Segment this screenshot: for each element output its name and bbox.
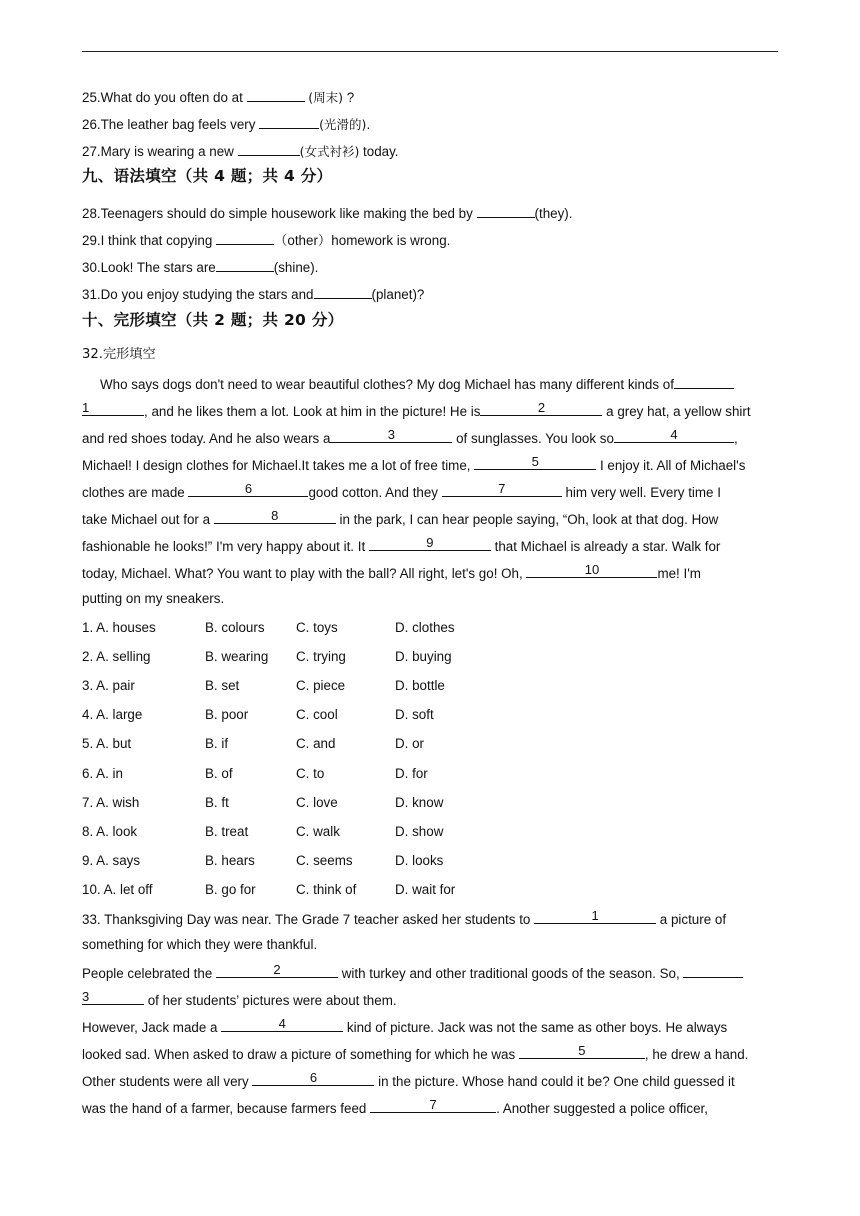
option-a[interactable]: 5. A. but	[82, 736, 132, 752]
option-a[interactable]: 10. A. let off	[82, 881, 153, 897]
cloze-blank-7[interactable]: 7	[442, 482, 562, 497]
option-row	[82, 823, 782, 841]
option-d[interactable]: D. or	[395, 736, 425, 752]
option-b[interactable]: B. wearing	[205, 649, 269, 665]
option-row	[82, 765, 782, 783]
answer-blank[interactable]	[314, 284, 372, 299]
question-28: 28.Teenagers should do simple housework like making the bed by (they).	[82, 203, 572, 223]
cloze-blank-4[interactable]: 4	[614, 428, 734, 443]
question-32-label: 32.完形填空	[82, 347, 156, 362]
option-b[interactable]: B. treat	[205, 823, 249, 839]
passage-line: Who says dogs don't need to wear beautiful clothes? My dog Michael has many different kinds of	[100, 374, 734, 394]
cloze-blank-3[interactable]: 3	[330, 428, 452, 443]
answer-blank[interactable]	[216, 257, 274, 272]
section-heading-cloze: 十、完形填空（共 2 题；共 20 分）	[82, 311, 344, 329]
option-d[interactable]: D. show	[395, 823, 444, 839]
cloze-blank-3[interactable]	[683, 963, 743, 978]
option-d[interactable]: D. clothes	[395, 620, 455, 635]
option-d[interactable]: D. soft	[395, 707, 434, 723]
cloze-blank-10[interactable]: 10	[526, 563, 657, 578]
option-d[interactable]: D. buying	[395, 649, 452, 665]
cloze-blank-5[interactable]: 5	[519, 1044, 645, 1059]
option-a[interactable]: 9. A. says	[82, 852, 141, 868]
option-row	[82, 706, 782, 724]
passage-line: Other students were all very 6 in the picture. Whose hand could it be? One child guessed it	[82, 1070, 735, 1089]
cloze-blank-5[interactable]: 5	[474, 455, 596, 470]
option-b[interactable]: B. ft	[205, 794, 229, 810]
passage-line: take Michael out for a 8 in the park, I can hear people saying, “Oh, look at that dog. How	[82, 508, 719, 527]
option-c[interactable]: C. love	[296, 794, 338, 810]
passage-line: 1 , and he likes them a lot. Look at him in the picture! He is 2 a grey hat, a yellow shirt	[82, 400, 751, 419]
option-a[interactable]: 1. A. houses	[82, 620, 156, 635]
question-25: 25.What do you often do at (周末) ?	[82, 87, 354, 107]
option-c[interactable]: C. trying	[296, 649, 346, 665]
option-c[interactable]: C. walk	[296, 823, 340, 839]
option-c[interactable]: C. cool	[296, 707, 338, 723]
passage-line: fashionable he looks!” I'm very happy about it. It 9 that Michael is already a star. Walk for	[82, 535, 721, 554]
option-a[interactable]: 7. A. wish	[82, 794, 140, 810]
cloze-blank-9[interactable]: 9	[369, 536, 491, 551]
passage-line: today, Michael. What? You want to play with the ball? All right, let's go! Oh, 10 me! I'm	[82, 562, 701, 581]
cloze-blank-8[interactable]: 8	[214, 509, 336, 524]
option-a[interactable]: 2. A. selling	[82, 649, 151, 665]
cloze-blank-2[interactable]: 2	[480, 401, 602, 416]
answer-blank[interactable]	[216, 230, 274, 245]
option-row	[82, 735, 782, 753]
question-30: 30.Look! The stars are (shine).	[82, 257, 318, 277]
option-c[interactable]: C. piece	[296, 678, 346, 694]
option-d[interactable]: D. looks	[395, 852, 444, 868]
question-27: 27.Mary is wearing a new (女式衬衫) today.	[82, 141, 399, 161]
option-b[interactable]: B. go for	[205, 881, 256, 897]
passage-line: clothes are made 6 good cotton. And they 7 him very well. Every time I	[82, 481, 721, 500]
option-b[interactable]: B. hears	[205, 852, 255, 868]
passage-line: People celebrated the 2 with turkey and other traditional goods of the season. So,	[82, 963, 743, 983]
header-rule	[82, 51, 778, 52]
option-d[interactable]: D. bottle	[395, 678, 445, 694]
passage-line: putting on my sneakers.	[82, 591, 225, 606]
option-b[interactable]: B. of	[205, 765, 233, 781]
passage-line: and red shoes today. And he also wears a 3 of sunglasses. You look so 4 ,	[82, 427, 738, 446]
passage-line: was the hand of a farmer, because farmers feed 7 . Another suggested a police officer,	[82, 1097, 708, 1116]
question-29: 29.I think that copying （other）homework is wrong.	[82, 230, 450, 250]
option-c[interactable]: C. seems	[296, 852, 353, 868]
option-c[interactable]: C. think of	[296, 881, 357, 897]
option-row	[82, 619, 782, 637]
option-d[interactable]: D. for	[395, 765, 428, 781]
option-c[interactable]: C. and	[296, 736, 336, 752]
option-b[interactable]: B. poor	[205, 707, 249, 723]
section-heading-grammar: 九、语法填空（共 4 题；共 4 分）	[82, 167, 333, 185]
cloze-blank-6[interactable]: 6	[188, 482, 308, 497]
passage-line: Michael! I design clothes for Michael.It takes me a lot of free time, 5 I enjoy it. All of Michael's	[82, 454, 746, 473]
cloze-blank-1[interactable]: 1	[82, 401, 144, 416]
question-31: 31.Do you enjoy studying the stars and (planet)?	[82, 284, 424, 304]
option-row	[82, 677, 782, 695]
cloze-blank-1[interactable]	[674, 374, 734, 389]
option-row	[82, 852, 782, 870]
option-a[interactable]: 3. A. pair	[82, 678, 135, 694]
option-b[interactable]: B. colours	[205, 620, 265, 635]
passage-line: 33. Thanksgiving Day was near. The Grade 7 teacher asked her students to 1 a picture of	[82, 908, 727, 927]
option-c[interactable]: C. to	[296, 765, 325, 781]
option-row	[82, 648, 782, 666]
answer-blank[interactable]	[247, 87, 305, 102]
option-a[interactable]: 6. A. in	[82, 765, 123, 781]
passage-line: 3 of her students’ pictures were about them.	[82, 989, 397, 1008]
passage-line: looked sad. When asked to draw a picture of something for which he was 5 , he drew a hand.	[82, 1043, 749, 1062]
answer-blank[interactable]	[477, 203, 535, 218]
passage-line: However, Jack made a 4 kind of picture. Jack was not the same as other boys. He always	[82, 1016, 728, 1035]
option-d[interactable]: D. know	[395, 794, 444, 810]
passage-line: something for which they were thankful.	[82, 937, 318, 952]
cloze-blank-4[interactable]: 4	[221, 1017, 343, 1032]
option-b[interactable]: B. if	[205, 736, 229, 752]
cloze-blank-6[interactable]: 6	[252, 1071, 374, 1086]
option-a[interactable]: 8. A. look	[82, 823, 138, 839]
cloze-blank-7[interactable]: 7	[370, 1098, 496, 1113]
option-row	[82, 794, 782, 812]
option-c[interactable]: C. toys	[296, 620, 338, 635]
cloze-blank-2[interactable]: 2	[216, 963, 338, 978]
answer-blank[interactable]	[259, 114, 319, 129]
option-row	[82, 881, 782, 899]
cloze-blank-1[interactable]: 1	[534, 909, 656, 924]
option-a[interactable]: 4. A. large	[82, 707, 143, 723]
cloze-blank-3[interactable]: 3	[82, 990, 144, 1005]
question-26: 26.The leather bag feels very (光滑的).	[82, 114, 370, 134]
answer-blank[interactable]	[238, 141, 300, 156]
option-b[interactable]: B. set	[205, 678, 240, 694]
option-d[interactable]: D. wait for	[395, 881, 456, 897]
